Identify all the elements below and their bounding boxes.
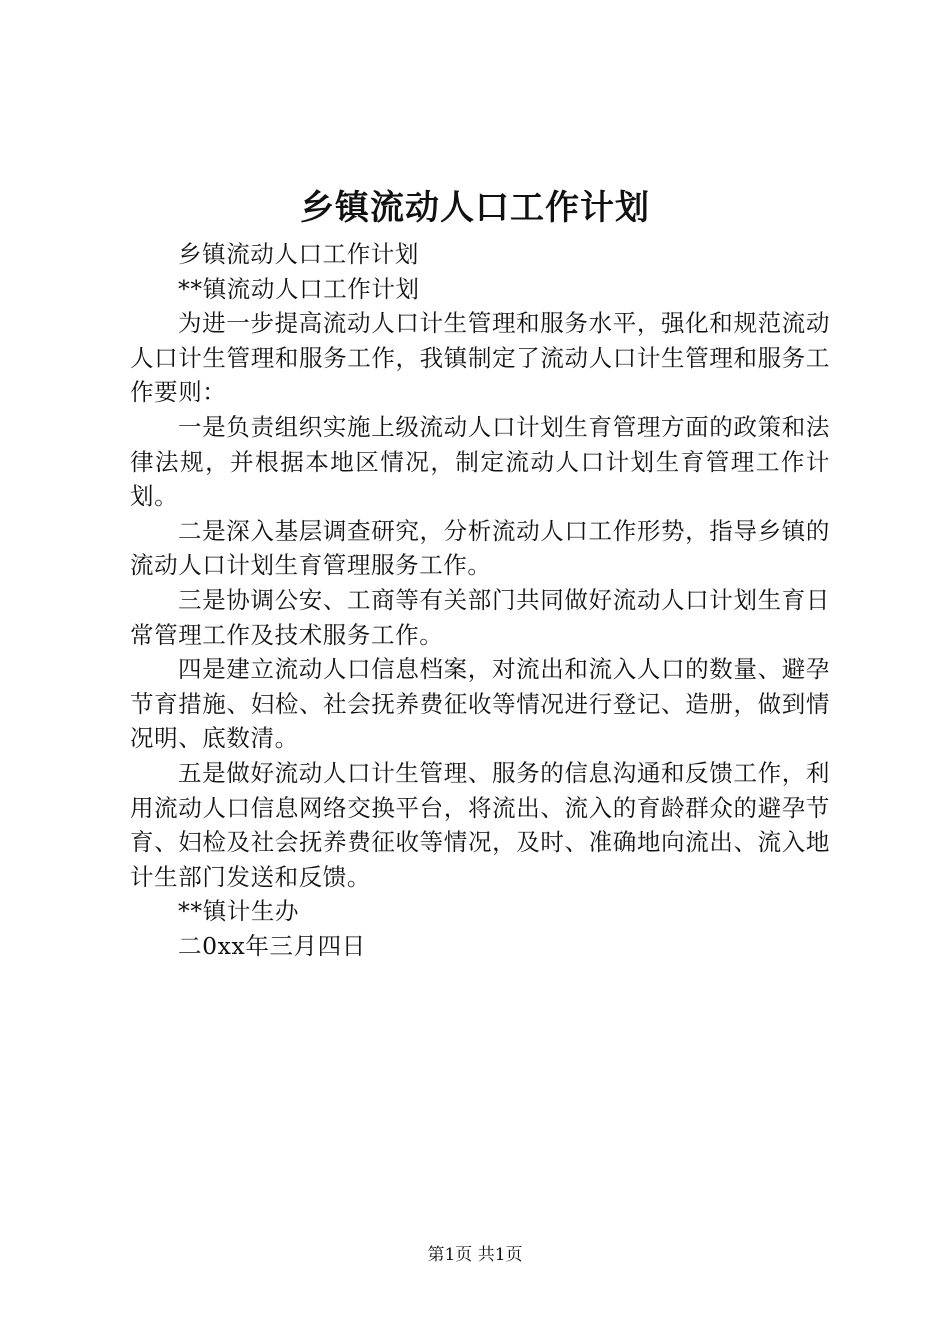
paragraph-item-5: 五是做好流动人口计生管理、服务的信息沟通和反馈工作，利用流动人口信息网络交换平台，将流出、流入的育龄群众的避孕节育、妇检及社会抚养费征收等情况，及时、准确地向流出、流入地计生部门发送和反馈。: [130, 758, 830, 891]
paragraph-subtitle: 乡镇流动人口工作计划: [178, 240, 419, 268]
page-footer: 第1页 共1页: [427, 1245, 523, 1265]
paragraph-intro: 为进一步提高流动人口计生管理和服务水平，强化和规范流动人口计生管理和服务工作，我镇制定了流动人口计生管理和服务工作要则：: [130, 309, 830, 407]
paragraph-item-4: 四是建立流动人口信息档案，对流出和流入人口的数量、避孕节育措施、妇检、社会抚养费征收等情况进行登记、造册，做到情况明、底数清。: [130, 655, 830, 753]
signature-office: **镇计生办: [178, 897, 300, 926]
paragraph-item-1: 一是负责组织实施上级流动人口计划生育管理方面的政策和法律法规，并根据本地区情况，制定流动人口计划生育管理工作计划。: [130, 412, 830, 511]
paragraph-item-2: 二是深入基层调查研究，分析流动人口工作形势，指导乡镇的流动人口计划生育管理服务工作。: [130, 516, 830, 580]
document-title: 乡镇流动人口工作计划: [300, 188, 650, 228]
document-body: [130, 237, 830, 963]
paragraph-heading: **镇流动人口工作计划: [178, 274, 420, 303]
paragraph-item-3: 三是协调公安、工商等有关部门共同做好流动人口计划生育日常管理工作及技术服务工作。: [130, 585, 830, 649]
signature-date: 二0xx年三月四日: [178, 931, 366, 960]
